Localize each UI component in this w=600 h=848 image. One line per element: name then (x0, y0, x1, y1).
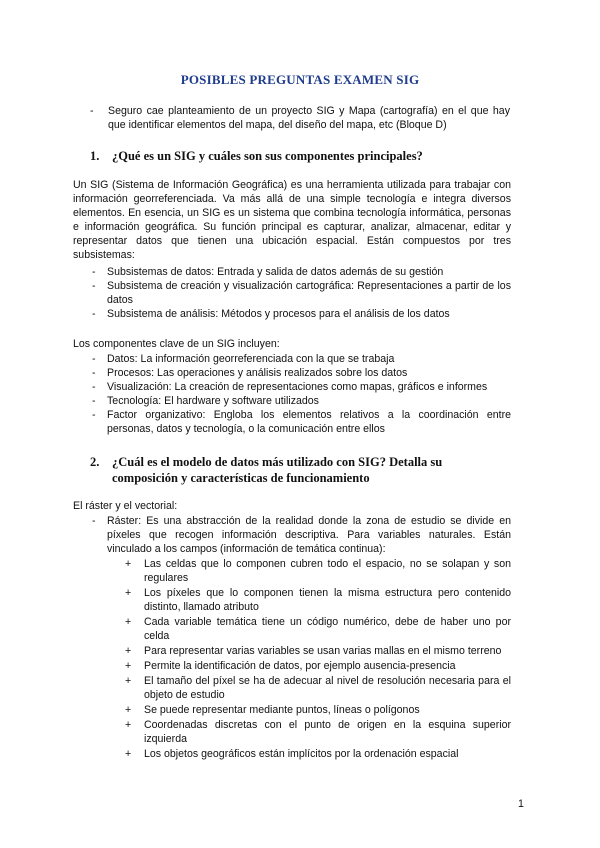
intro-text: Seguro cae planteamiento de un proyecto SIG y Mapa (cartografía) en el que hay que identificar elementos del mapa, del diseño del mapa, etc (Bloque D) (108, 105, 510, 131)
dash-marker: - (92, 353, 96, 365)
list-item-text: Visualización: La creación de representaciones como mapas, gráficos e informes (107, 381, 488, 393)
list-item-text: Subsistema de creación y visualización cartográfica: Representaciones a partir de los datos (107, 280, 511, 306)
question-2-heading (90, 454, 510, 486)
plus-marker: + (125, 704, 132, 716)
models-list (73, 514, 511, 556)
question-1-heading (90, 148, 510, 164)
list-item-text: Se puede representar mediante puntos, líneas o polígonos (144, 704, 420, 716)
list-item (73, 408, 511, 436)
list-item (125, 586, 511, 614)
list-item-text: Subsistemas de datos: Entrada y salida de datos además de su gestión (107, 266, 444, 278)
components-intro: Los componentes clave de un SIG incluyen: (73, 338, 280, 350)
list-item-text: Los píxeles que lo componen tienen la misma estructura pero contenido distinto, llamado atributo (144, 587, 511, 613)
dash-marker: - (92, 395, 96, 407)
list-item (125, 674, 511, 702)
list-item-text: Cada variable temática tiene un código numérico, debe de haber uno por celda (144, 616, 511, 642)
components-list (73, 352, 511, 436)
plus-marker: + (125, 558, 132, 570)
list-item-text: Datos: La información georreferenciada con la que se trabaja (107, 353, 395, 365)
plus-marker: + (125, 587, 132, 599)
list-item (73, 380, 511, 394)
list-item-text: Procesos: Las operaciones y análisis realizados sobre los datos (107, 367, 408, 379)
list-item (73, 394, 511, 408)
list-item-text: Permite la identificación de datos, por ejemplo ausencia-presencia (144, 660, 456, 672)
list-item (125, 718, 511, 746)
list-item (125, 747, 511, 761)
question-number: 2. (90, 455, 100, 469)
plus-marker: + (125, 675, 132, 687)
subsystems-list (73, 265, 511, 321)
list-item (73, 265, 511, 279)
dash-marker: - (92, 308, 96, 320)
plus-marker: + (125, 660, 132, 672)
question-number: 1. (90, 149, 100, 163)
question-text: ¿Qué es un SIG y cuáles son sus componentes principales? (112, 149, 423, 163)
dash-marker: - (92, 409, 96, 421)
list-item (73, 352, 511, 366)
dash-marker: - (92, 280, 96, 292)
dash-marker: - (92, 381, 96, 393)
dash-marker: - (90, 105, 94, 117)
q2-paragraph: El ráster y el vectorial: (73, 500, 178, 512)
plus-marker: + (125, 645, 132, 657)
dash-marker: - (92, 367, 96, 379)
plus-marker: + (125, 719, 132, 731)
list-item (73, 307, 511, 321)
list-item-text: Para representar varias variables se usan varias mallas en el mismo terreno (144, 645, 502, 657)
dash-marker: - (92, 515, 96, 527)
plus-marker: + (125, 616, 132, 628)
list-item-text: Subsistema de análisis: Métodos y procesos para el análisis de los datos (107, 308, 450, 320)
intro-note (90, 104, 510, 132)
list-item-text: Ráster: Es una abstracción de la realidad donde la zona de estudio se divide en píxeles que recogen información descriptiva. Para variables naturales. Están vinculado a los campos (información de temática continua): (107, 515, 511, 555)
list-item (125, 615, 511, 643)
document-title: POSIBLES PREGUNTAS EXAMEN SIG (180, 72, 420, 87)
q1-paragraph: Un SIG (Sistema de Información Geográfica) es una herramienta utilizada para trabajar con información georreferenciada. Va más allá de una simple tecnología e integra diversos elementos. En esencia, un SIG es un sistema que combina tecnología informática, personas e información geográfica. Su función principal es capturar, analizar, almacenar, editar y representar datos que tienen una ubicación espacial. Están compuestos por tres subsistemas: (73, 179, 511, 261)
list-item (125, 644, 511, 658)
dash-marker: - (92, 266, 96, 278)
list-item-text: Las celdas que lo componen cubren todo el espacio, no se solapan y son regulares (144, 558, 511, 584)
list-item-text: Coordenadas discretas con el punto de origen en la esquina superior izquierda (144, 719, 511, 745)
page-number: 1 (518, 798, 524, 810)
list-item (73, 366, 511, 380)
raster-points-list (125, 557, 511, 762)
list-item (125, 659, 511, 673)
plus-marker: + (125, 748, 132, 760)
question-text: ¿Cuál es el modelo de datos más utilizado con SIG? Detalla su composición y características de funcionamiento (112, 455, 443, 485)
list-item (125, 557, 511, 585)
list-item-raster (73, 514, 511, 556)
list-item (73, 279, 511, 307)
list-item (125, 703, 511, 717)
list-item-text: El tamaño del píxel se ha de adecuar al nivel de resolución necesaria para el objeto de estudio (144, 675, 511, 701)
list-item-text: Los objetos geográficos están implícitos por la ordenación espacial (144, 748, 459, 760)
list-item-text: Tecnología: El hardware y software utilizados (107, 395, 319, 407)
list-item-text: Factor organizativo: Engloba los elementos relativos a la coordinación entre personas, datos y tecnología, o la comunicación entre ellos (107, 409, 511, 435)
